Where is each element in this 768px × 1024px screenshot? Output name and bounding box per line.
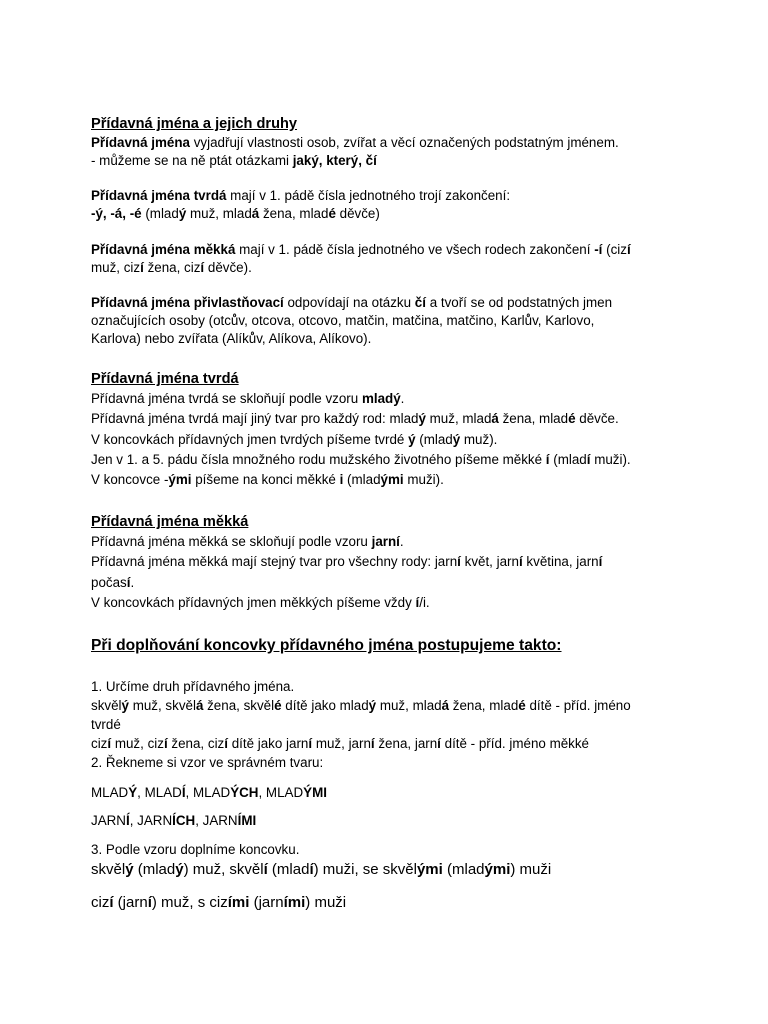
paragraph-line: Přídavná jména tvrdá mají v 1. pádě čísla jednotného trojí zakončení:	[91, 188, 511, 203]
paragraph-line: Přídavná jména měkká mají v 1. pádě čísla jednotného ve všech rodech zakončení -í (cizí	[91, 242, 631, 257]
step-line: 1. Určíme druh přídavného jména.	[91, 679, 295, 694]
heading-tvrda: Přídavná jména tvrdá	[91, 371, 239, 387]
step-line: 3. Podle vzoru doplníme koncovku.	[91, 842, 300, 857]
paragraph-line: Jen v 1. a 5. pádu čísla množného rodu mužského životného píšeme měkké í (mladí muži).	[91, 452, 631, 467]
vzor-line: MLADÝ, MLADÍ, MLADÝCH, MLADÝMI	[91, 785, 327, 800]
paragraph-line: V koncovce -ými píšeme na konci měkké i (mladými muži).	[91, 472, 444, 487]
paragraph-line: označujících osoby (otců̊v, otcova, otcovo, matčin, matčina, matčino, Karlů̊v, Karlovo,	[91, 313, 595, 328]
example-line: skvělý muž, skvělá žena, skvělé dítě jako mladý muž, mladá žena, mladé dítě - příd. jméno	[91, 698, 631, 713]
heading-postup: Při doplňování koncovky přídavného jména postupujeme takto:	[91, 637, 562, 654]
step-line: 2. Řekneme si vzor ve správném tvaru:	[91, 755, 324, 770]
paragraph-line: Přídavná jména vyjadřují vlastnosti osob, zvířat a věcí označených podstatným jménem.	[91, 135, 619, 150]
paragraph-line: - můžeme se na ně ptát otázkami jaký, který, čí	[91, 153, 377, 168]
paragraph-line: -ý, -á, -é (mladý muž, mladá žena, mladé děvče)	[91, 206, 380, 221]
paragraph-line: Přídavná jména měkká se skloňují podle vzoru jarní.	[91, 534, 404, 549]
example-line: cizí muž, cizí žena, cizí dítě jako jarní muž, jarní žena, jarní dítě - příd. jméno měkké	[91, 736, 590, 751]
heading-mekka: Přídavná jména měkká	[91, 514, 249, 530]
paragraph-line: Přídavná jména tvrdá se skloňují podle vzoru mladý.	[91, 391, 405, 406]
paragraph-line: Karlova) nebo zvířata (Alíků̊v, Alíkova, Alíkovo).	[91, 331, 372, 346]
heading-druhy: Přídavná jména a jejich druhy	[91, 116, 298, 132]
example-line: cizí (jarní) muž, s cizími (jarními) muži	[91, 894, 347, 911]
vzor-line: JARNÍ, JARNÍCH, JARNÍMI	[91, 813, 257, 828]
paragraph-line: muž, cizí žena, cizí děvče).	[91, 260, 252, 275]
example-line: tvrdé	[91, 717, 121, 732]
example-line: skvělý (mladý) muž, skvělí (mladí) muži, se skvělými (mladými) muži	[91, 861, 552, 878]
paragraph-line: V koncovkách přídavných jmen měkkých píšeme vždy í/i.	[91, 595, 430, 610]
paragraph-line: Přídavná jména přivlastňovací odpovídají na otázku čí a tvoří se od podstatných jmen	[91, 295, 613, 310]
paragraph-line: V koncovkách přídavných jmen tvrdých píšeme tvrdé ý (mladý muž).	[91, 432, 498, 447]
paragraph-line: Přídavná jména tvrdá mají jiný tvar pro každý rod: mladý muž, mladá žena, mladé děvče.	[91, 411, 619, 426]
paragraph-line: Přídavná jména měkká mají stejný tvar pro všechny rody: jarní květ, jarní květina, jarní	[91, 554, 603, 569]
paragraph-line: počasí.	[91, 575, 135, 590]
